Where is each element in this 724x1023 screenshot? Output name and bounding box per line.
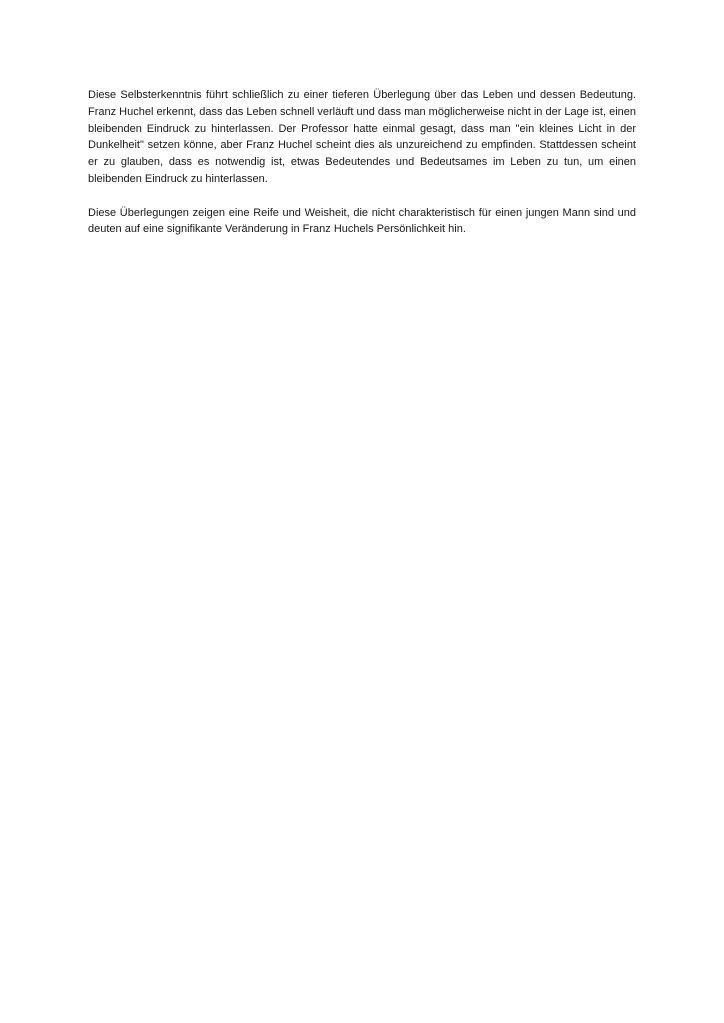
paragraph: Diese Selbsterkenntnis führt schließlich zu einer tieferen Überlegung über das Leben und dessen Bedeutung. Franz Huchel erkennt, dass das Leben schnell verläuft und dass man möglicherweise nicht in der Lage ist, einen bleibenden Eindruck zu hinterlassen. Der Professor hatte einmal gesagt, dass man "ein kleines Licht in der Dunkelheit" setzen könne, aber Franz Huchel scheint dies als unzureichend zu empfinden. Stattdessen scheint er zu glauben, dass es notwendig ist, etwas Bedeutendes und Bedeutsames im Leben zu tun, um einen bleibenden Eindruck zu hinterlassen. [88,89,636,185]
paragraph: Diese Überlegungen zeigen eine Reife und Weisheit, die nicht charakteristisch für einen jungen Mann sind und deuten auf eine signifikante Veränderung in Franz Huchels Persönlichkeit hin. [88,206,636,236]
document-body [88,87,636,238]
